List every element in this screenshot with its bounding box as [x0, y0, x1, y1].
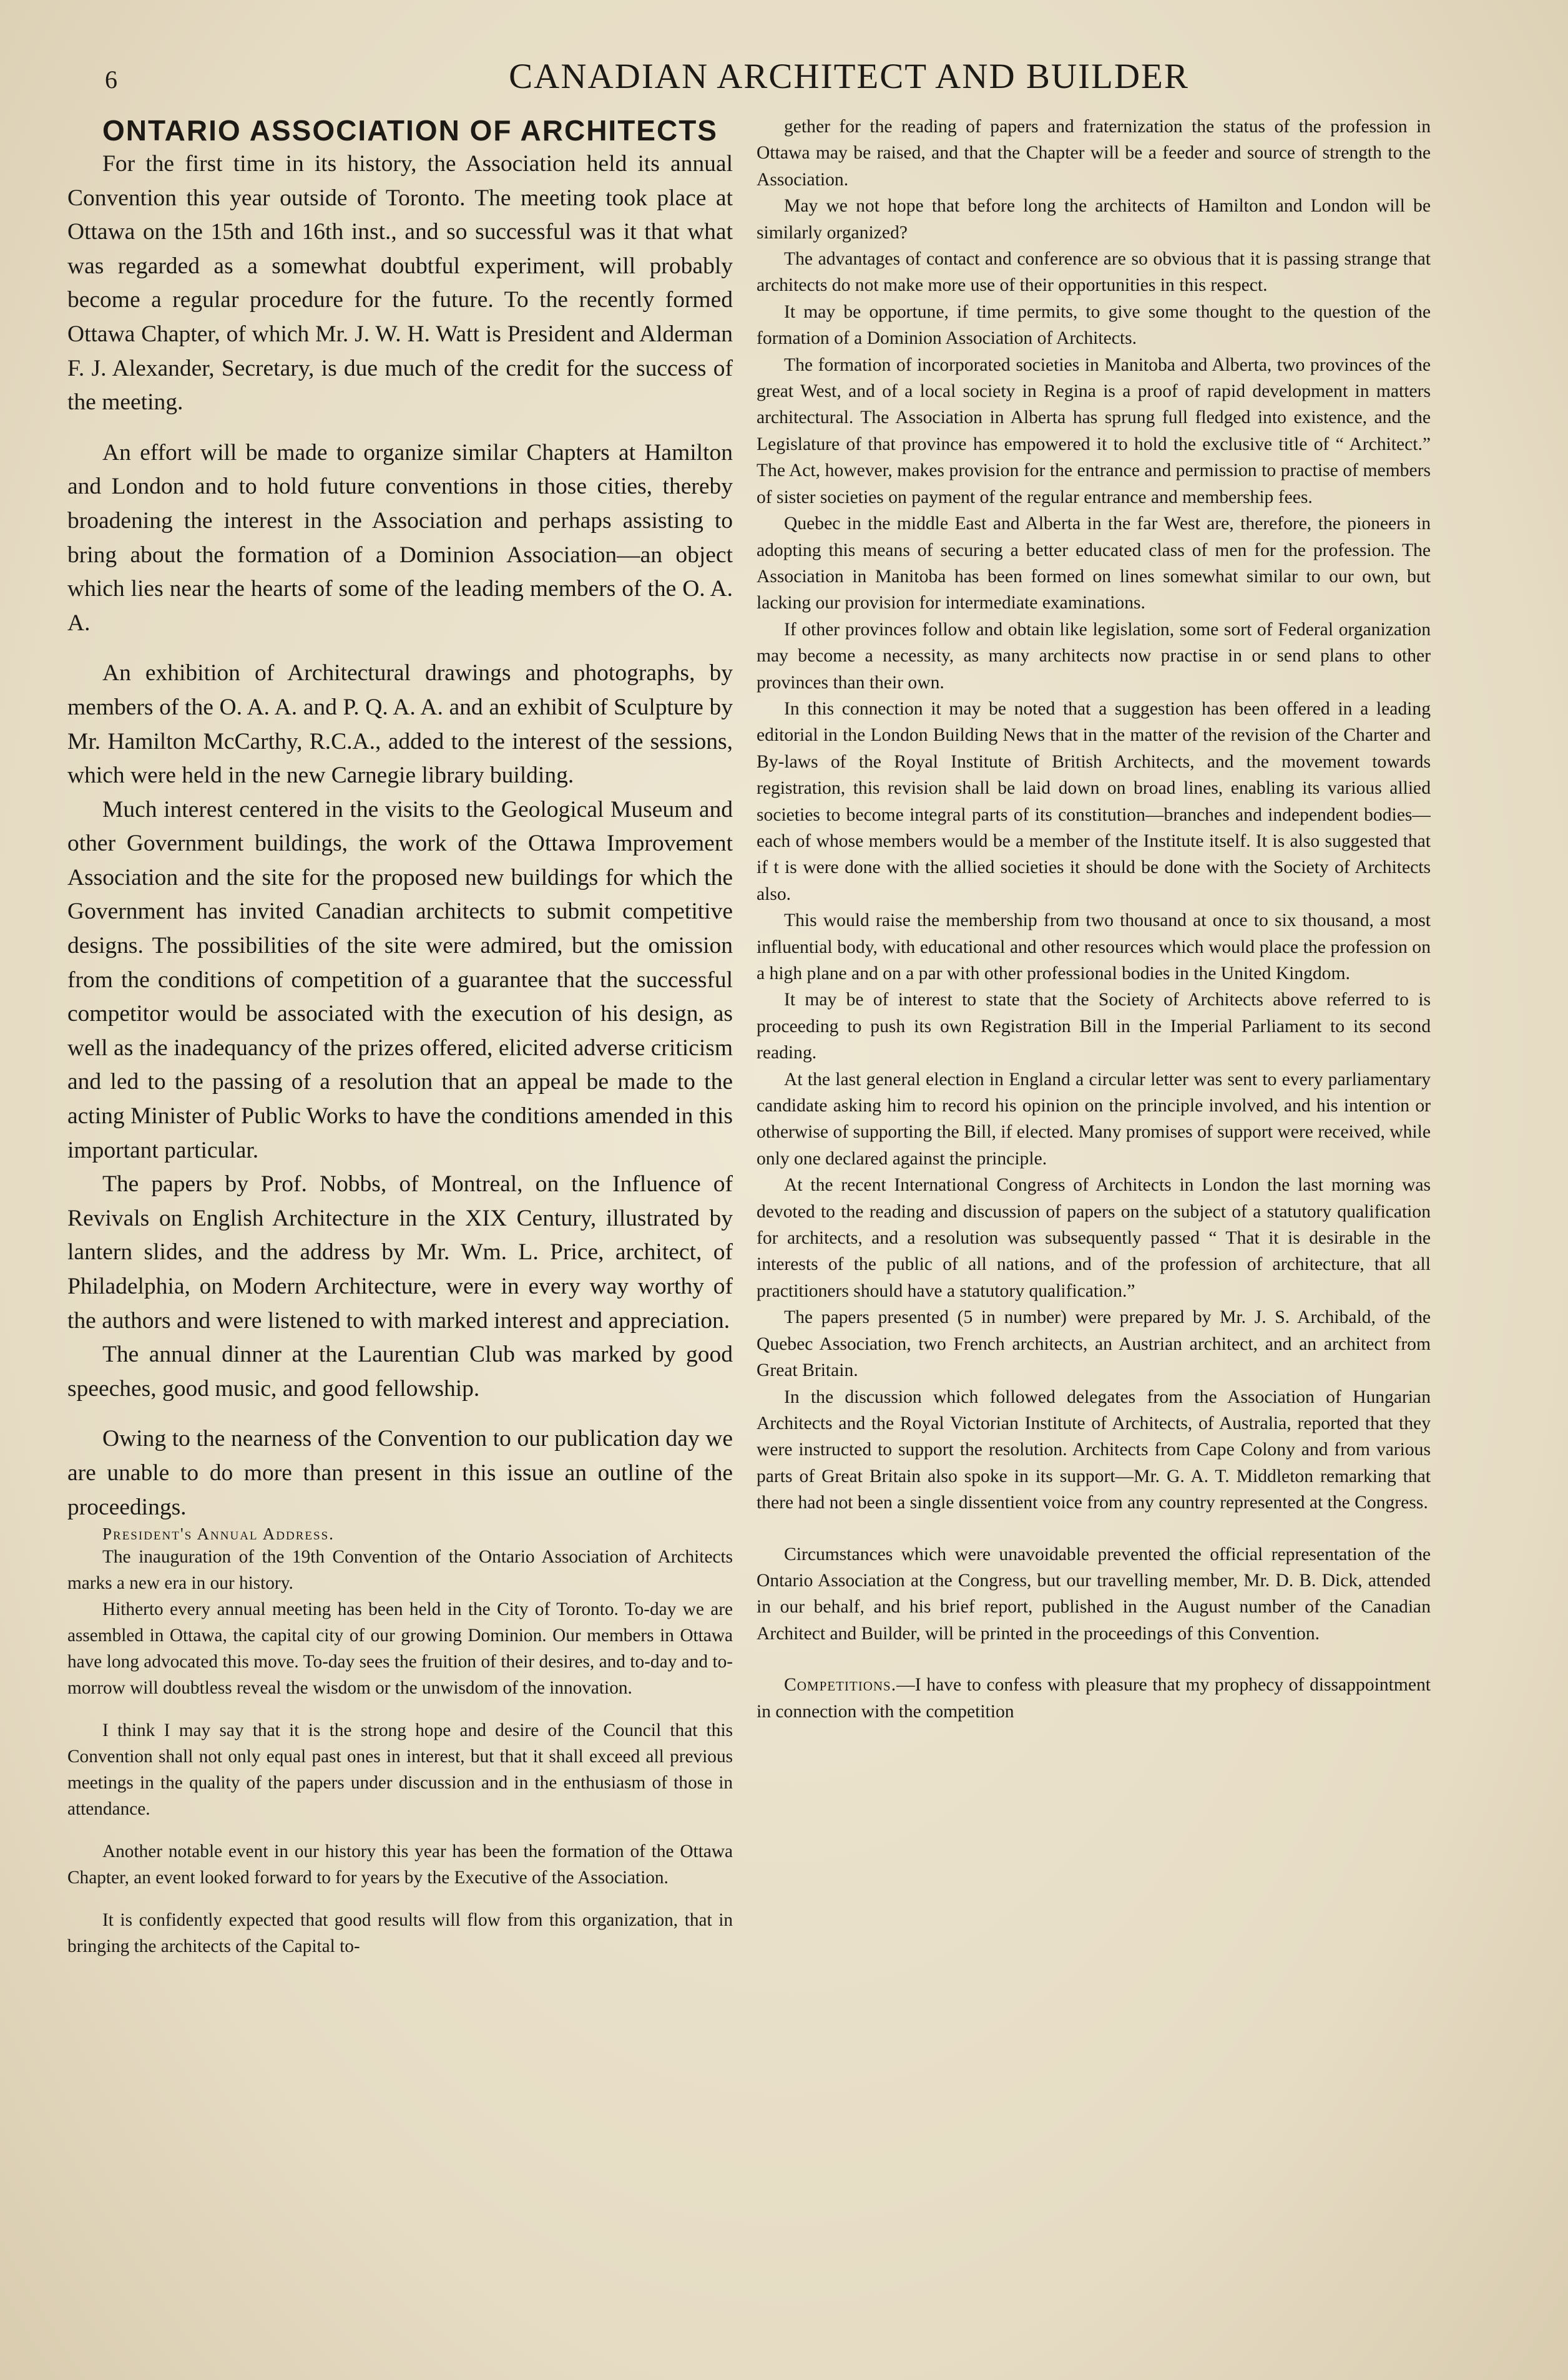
article-paragraph: In the discussion which followed delegates from the Association of Hungarian Architects and the Royal Victorian Institute of Architects, of Australia, reported that they were instructed to support the resolution. Architects from Cape Colony and from various parts of Great Britain also spoke in its support—Mr. G. A. T. Middleton remarking that there had not been a single dissentient voice from any country represented at the Congress. — [757, 1387, 1431, 1513]
address-paragraph: I think I may say that it is the strong hope and desire of the Council that this Convention shall not only equal past ones in interest, but that it shall exceed all previous meetings in the quality of the papers under discussion and in the enthusiasm of those in attendance. — [67, 1720, 733, 1820]
competitions-paragraph — [757, 1672, 1431, 1725]
competitions-label: Competitions. — [784, 1675, 897, 1695]
article-paragraph: At the recent International Congress of Architects in London the last morning was devoted to the reading and discussion of papers on the subject of a statutory qualification for architects, and a resolution was subsequently passed “ That it is desirable in the interests of the public of all nations, and of the profession of architecture, that all practitioners should have a statutory qualification.” — [757, 1175, 1431, 1301]
section-title: ONTARIO ASSOCIATION OF ARCHITECTS — [102, 114, 718, 147]
article-paragraph: The papers presented (5 in number) were prepared by Mr. J. S. Archibald, of the Quebec Association, two French architects, an Austrian architect, and an architect from Great Britain. — [757, 1307, 1431, 1381]
address-paragraph: The inauguration of the 19th Convention of the Ontario Association of Architects marks a new era in our history. — [67, 1547, 733, 1594]
article-paragraph: The advantages of contact and conference are so obvious that it is passing strange that architects do not make more use of their opportunities in this respect. — [757, 249, 1431, 296]
address-paragraph: It is confidently expected that good results will flow from this organization, that in bringing the architects of the Capital to- — [67, 1910, 733, 1957]
article-paragraph: If other provinces follow and obtain like legislation, some sort of Federal organization may become a necessity, as many architects now practise in or send plans to other provinces than their own. — [757, 619, 1431, 693]
article-paragraph: In this connection it may be noted that a suggestion has been offered in a leading editorial in the London Building News that in the matter of the revision of the Charter and By-laws of the Royal Institute of British Architects, and the movement towards registration, this revision shall be laid down on broad lines, enabling its various allied societies to become integral parts of its constitution—branches and independent bodies—each of whose members would be a member of the Institute itself. It is also suggested that if t is were done with the allied societies it should be done with the Society of Architects also. — [757, 698, 1431, 904]
article-paragraph: An exhibition of Architectural drawings and photographs, by members of the O. A. A. and P. Q. A. A. and an exhibit of Sculpture by Mr. Hamilton McCarthy, R.C.A., added to the interest of the sessions, which were held in the new Carnegie library building. — [67, 660, 733, 789]
address-body — [67, 1544, 733, 1959]
page-header — [62, 54, 1436, 110]
article-paragraph: It may be opportune, if time permits, to give some thought to the question of the formation of a Dominion Association of Architects. — [757, 301, 1431, 349]
right-column — [757, 114, 1431, 2360]
article-paragraph: It may be of interest to state that the Society of Architects above referred to is proceeding to push its own Registration Bill in the Imperial Parliament to its second reading. — [757, 990, 1431, 1063]
competitions-text: —I have to confess with pleasure that my prophecy of dissappointment in connection with the competition — [757, 1675, 1431, 1722]
page-number: 6 — [105, 66, 117, 94]
article-paragraph: The annual dinner at the Laurentian Club was marked by good speeches, good music, and good fellowship. — [67, 1342, 733, 1402]
running-title: CANADIAN ARCHITECT AND BUILDER — [509, 57, 1189, 96]
left-column — [67, 114, 733, 2354]
article-paragraph: gether for the reading of papers and fraternization the status of the profession in Ottawa may be raised, and that the Chapter will be a feeder and source of strength to the Association. — [757, 117, 1431, 190]
article-paragraph: The formation of incorporated societies in Manitoba and Alberta, two provinces of the great West, and of a local society in Regina is a proof of rapid development in matters architectural. The Association in Alberta has sprung full fledged into existence, and the Legislature of that province has empowered it to hold the exclusive title of “ Architect.” The Act, however, makes provision for the entrance and permission to practise of members of sister societies on payment of the regular entrance and membership fees. — [757, 354, 1431, 507]
article-body — [67, 147, 733, 1524]
address-paragraph: Another notable event in our history this year has been the formation of the Ottawa Chapter, an event looked forward to for years by the Executive of the Association. — [67, 1841, 733, 1888]
article-paragraph: The papers by Prof. Nobbs, of Montreal, on the Influence of Revivals on English Architecture in the XIX Century, illustrated by lantern slides, and the address by Mr. Wm. L. Price, architect, of Philadelphia, on Modern Architecture, were in every way worthy of the authors and were listened to with marked interest and appreciation. — [67, 1171, 733, 1334]
address-subhead: President's Annual Address. — [102, 1524, 335, 1544]
article-paragraph: Quebec in the middle East and Alberta in the far West are, therefore, the pioneers in adopting this means of securing a better educated class of men for the profession. The Association in Manitoba has been formed on lines somewhat similar to our own, but lacking our provision for intermediate examinations. — [757, 514, 1431, 613]
address-paragraph: Hitherto every annual meeting has been held in the City of Toronto. To-day we are assembled in Ottawa, the capital city of our growing Dominion. Our members in Ottawa have long advocated this move. To-day sees the fruition of their desires, and to-day and to-morrow will doubtless reveal the wisdom or the unwisdom of the innovation. — [67, 1599, 733, 1699]
closing-paragraph: Owing to the nearness of the Convention to our publication day we are unable to do more than present in this issue an outline of the proceedings. — [67, 1426, 733, 1520]
article-paragraph: Much interest centered in the visits to the Geological Museum and other Government buildings, the work of the Ottawa Improvement Association and the site for the proposed new buildings for which the Government has invited Canadian architects to submit competitive designs. The possibilities of the site were admired, but the omission from the conditions of competition of a guarantee that the successful competitor would be associated with the execution of his design, as well as the inadequancy of the prizes offered, elicited adverse criticism and led to the passing of a resolution that an appeal be made to the acting Minister of Public Works to have the conditions amended in this important particular. — [67, 796, 733, 1163]
article-paragraph: At the last general election in England a circular letter was sent to every parliamentary candidate asking him to record his opinion on the principle involved, and his intention or otherwise of supporting the Bill, if elected. Many promises of support were received, while only one declared against the principle. — [757, 1069, 1431, 1169]
article-paragraph: May we not hope that before long the architects of Hamilton and London will be similarly organized? — [757, 196, 1431, 243]
article-paragraph: This would raise the membership from two thousand at once to six thousand, a most influential body, with educational and other resources which would place the profession on a high plane and on a par with other professional bodies in the United Kingdom. — [757, 910, 1431, 983]
article-paragraph: An effort will be made to organize similar Chapters at Hamilton and London and to hold future conventions in those cities, thereby broadening the interest in the Association and perhaps assisting to bring about the formation of a Dominion Association—an object which lies near the hearts of some of the leading members of the O. A. A. — [67, 439, 733, 636]
article-paragraph: For the first time in its history, the Association held its annual Convention this year outside of Toronto. The meeting took place at Ottawa on the 15th and 16th inst., and so successful was it that what was regarded as a somewhat doubtful experiment, will probably become a regular procedure for the future. To the recently formed Ottawa Chapter, of which Mr. J. W. H. Watt is President and Alderman F. J. Alexander, Secretary, is due much of the credit for the success of the meeting. — [67, 151, 733, 416]
article-paragraph: Circumstances which were unavoidable prevented the official representation of the Ontario Association at the Congress, but our travelling member, Mr. D. B. Dick, attended in our behalf, and his brief report, published in the August number of the Canadian Architect and Builder, will be printed in the proceedings of this Convention. — [757, 1544, 1431, 1644]
